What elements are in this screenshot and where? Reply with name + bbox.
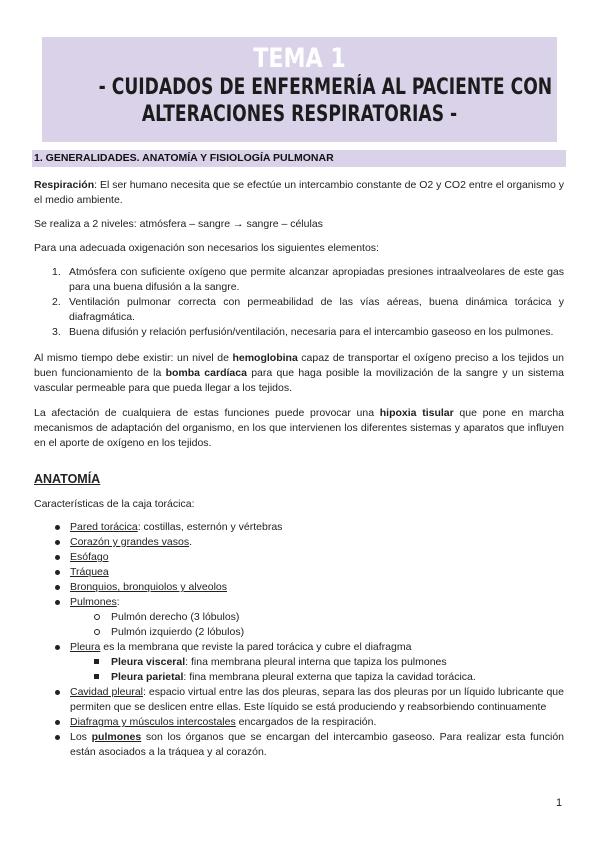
list-item: Pulmón derecho (3 lóbulos) — [90, 610, 564, 625]
list-item: Los pulmones son los órganos que se encargan del intercambio gaseoso. Para realizar esta función están asociados a la tráquea y al corazón. — [34, 730, 564, 760]
list-item: Pleura visceral: fina membrana pleural interna que tapiza los pulmones — [90, 655, 564, 670]
bullet-icon — [55, 525, 60, 530]
bullet-icon — [55, 570, 60, 575]
page-number: 1 — [556, 797, 563, 809]
circle-bullet-icon — [94, 614, 100, 620]
oxigenacion-intro: Para una adecuada oxigenación son necesarios los siguientes elementos: — [34, 242, 379, 254]
square-bullet-icon — [94, 674, 99, 679]
list-item: Pulmón izquierdo (2 lóbulos) — [90, 625, 564, 640]
square-bullet-icon — [94, 659, 99, 664]
niveles-paragraph: Se realiza a 2 niveles: atmósfera – sangre → sangre – células — [34, 218, 323, 230]
bullet-icon — [55, 555, 60, 560]
list-item: Pleura es la membrana que reviste la pared torácica y cubre el diafragma Pleura visceral: fina membrana pleural interna que tapiza los pulmones Pleura parietal: fina membrana pleural externa que tapiza la cavidad torácica. — [34, 640, 564, 685]
list-item: 2. Ventilación pulmonar correcta con permeabilidad de las vías aéreas, buena dinámica torácica y diafragmática. — [52, 296, 564, 323]
list-item: 1. Atmósfera con suficiente oxígeno que permite alcanzar apropiadas presiones intraalveolares de este gas para una buena difusión a la sangre. — [52, 266, 564, 293]
elementos-list — [34, 265, 564, 340]
bullet-icon — [55, 645, 60, 650]
bullet-icon — [55, 540, 60, 545]
list-item: Bronquios, bronquiolos y alveolos — [34, 580, 564, 595]
section-body — [34, 178, 564, 451]
list-item: Cavidad pleural: espacio virtual entre las dos pleuras, separa las dos pleuras por un líquido lubricante que permiten que se deslicen entre ellas. Este líquido se está produciendo y reabsorbiendo continuamente — [34, 685, 564, 715]
circle-bullet-icon — [94, 629, 100, 635]
section-heading: 1. GENERALIDADES. ANATOMÍA Y FISIOLOGÍA PULMONAR — [32, 150, 566, 167]
list-item: Corazón y grandes vasos. — [34, 535, 564, 550]
bullet-icon — [55, 690, 60, 695]
title-banner — [42, 37, 557, 142]
anatomia-heading: ANATOMÍA — [34, 472, 101, 486]
bullet-icon — [55, 720, 60, 725]
list-item: Pleura parietal: fina membrana pleural externa que tapiza la cavidad torácica. — [90, 670, 564, 685]
list-item: Esófago — [34, 550, 564, 565]
anatomia-section — [34, 472, 564, 760]
page-title: TEMA 1 — [253, 43, 346, 74]
respiracion-paragraph: Respiración: El ser humano necesita que se efectúe un intercambio constante de O2 y CO2 entre el organismo y el medio ambiente. — [34, 179, 564, 206]
list-item: Pulmones: Pulmón derecho (3 lóbulos) Pulmón izquierdo (2 lóbulos) — [34, 595, 564, 640]
list-item: Tráquea — [34, 565, 564, 580]
respiracion-label: Respiración — [34, 179, 95, 191]
pleura-sublist — [90, 655, 564, 685]
list-item: Diafragma y músculos intercostales encargados de la respiración. — [34, 715, 564, 730]
pulmones-sublist — [90, 610, 564, 640]
bullet-icon — [55, 600, 60, 605]
hemoglobina-paragraph: Al mismo tiempo debe existir: un nivel de hemoglobina capaz de transportar el oxígeno preciso a los tejidos un buen funcionamiento de la bomba cardíaca para que haga posible la movilización de la sangre y un sistema vascular permeable para que pueda llegar a los tejidos. — [34, 352, 565, 394]
bullet-icon — [55, 735, 60, 740]
bullet-icon — [55, 585, 60, 590]
page-subtitle-line1: - CUIDADOS DE ENFERMERÍA AL PACIENTE CON — [98, 75, 553, 100]
caja-toracica-intro: Características de la caja torácica: — [34, 498, 195, 510]
page-subtitle-line2: ALTERACIONES RESPIRATORIAS - — [141, 102, 458, 127]
list-item: Pared torácica: costillas, esternón y vértebras — [34, 520, 564, 535]
list-item: 3. Buena difusión y relación perfusión/ventilación, necesaria para el intercambio gaseoso en los pulmones. — [52, 326, 554, 338]
caja-toracica-list — [34, 520, 564, 760]
hipoxia-paragraph: La afectación de cualquiera de estas funciones puede provocar una hipoxia tisular que pone en marcha mecanismos de adaptación del organismo, en los que intervienen los diferentes sistemas y aparatos que influyen en el aporte de oxígeno en los tejidos. — [34, 407, 565, 449]
